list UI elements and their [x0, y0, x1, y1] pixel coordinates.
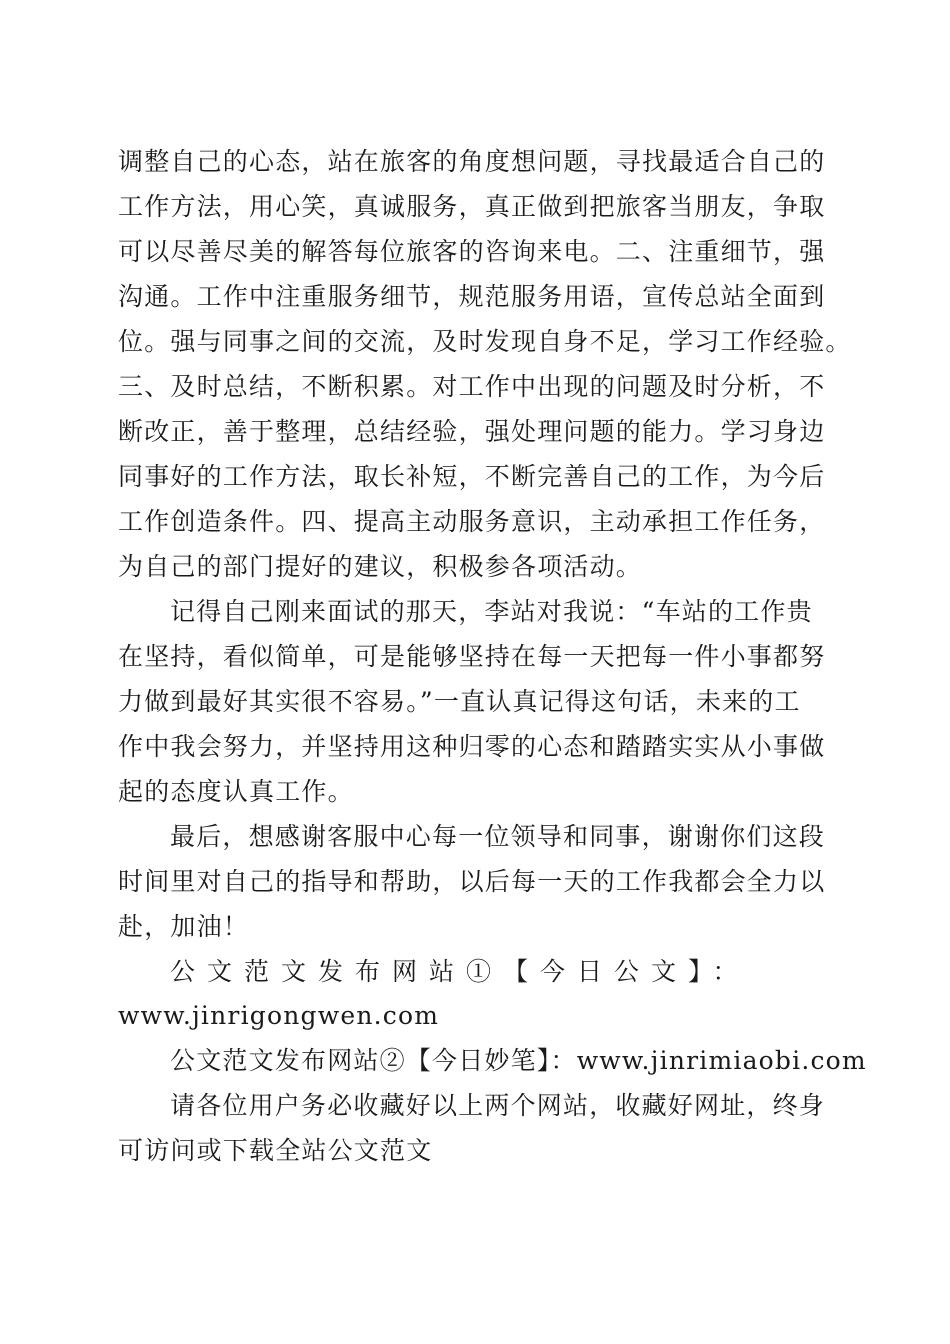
paragraph-line: 同事好的工作方法，取长补短，不断完善自己的工作，为今后: [118, 462, 826, 491]
paragraph-line: 请各位用户务必收藏好以上两个网站，收藏好网址，终身: [170, 1091, 826, 1120]
paragraph-line: 可访问或下载全站公文范文: [118, 1136, 433, 1165]
paragraph-line: 在坚持，看似简单，可是能够坚持在每一天把每一件小事都努: [118, 642, 826, 671]
paragraph-line: 三、及时总结，不断积累。对工作中出现的问题及时分析，不: [118, 372, 826, 401]
paragraph-line: 时间里对自己的指导和帮助，以后每一天的工作我都会全力以: [118, 867, 826, 896]
paragraph-line: 记得自己刚来面试的那天，李站对我说：“车站的工作贵: [170, 597, 813, 626]
paragraph-line: 工作方法，用心笑，真诚服务，真正做到把旅客当朋友，争取: [118, 192, 826, 221]
paragraph-line: 最后，想感谢客服中心每一位领导和同事，谢谢你们这段: [170, 822, 826, 851]
paragraph-line: 位。强与同事之间的交流，及时发现自身不足，学习工作经验。: [118, 327, 852, 356]
paragraph-line: 断改正，善于整理，总结经验，强处理问题的能力。学习身边: [118, 417, 826, 446]
paragraph-line: 起的态度认真工作。: [118, 777, 354, 806]
paragraph-line: 赴，加油！: [118, 912, 250, 941]
paragraph-line: 作中我会努力，并坚持用这种归零的心态和踏踏实实从小事做: [118, 732, 826, 761]
website-url: www.jinrigongwen.com: [118, 1001, 440, 1030]
paragraph-line: 力做到最好其实很不容易。”一直认真记得这句话，未来的工: [118, 687, 801, 716]
paragraph-line: 工作创造条件。四、提高主动服务意识，主动承担工作任务，: [118, 507, 826, 536]
paragraph-line: 沟通。工作中注重服务细节，规范服务用语，宣传总站全面到: [118, 282, 826, 311]
paragraph-line: 为自己的部门提好的建议，积极参各项活动。: [118, 552, 643, 581]
website-line: 公文范文发布网站②【今日妙笔】：www.jinrimiaobi.com: [170, 1046, 867, 1075]
website-line: 公文范文发布网站①【今日公文】：: [170, 957, 750, 986]
paragraph-line: 调整自己的心态，站在旅客的角度想问题，寻找最适合自己的: [118, 147, 826, 176]
paragraph-line: 可以尽善尽美的解答每位旅客的咨询来电。二、注重细节，强: [118, 237, 826, 266]
